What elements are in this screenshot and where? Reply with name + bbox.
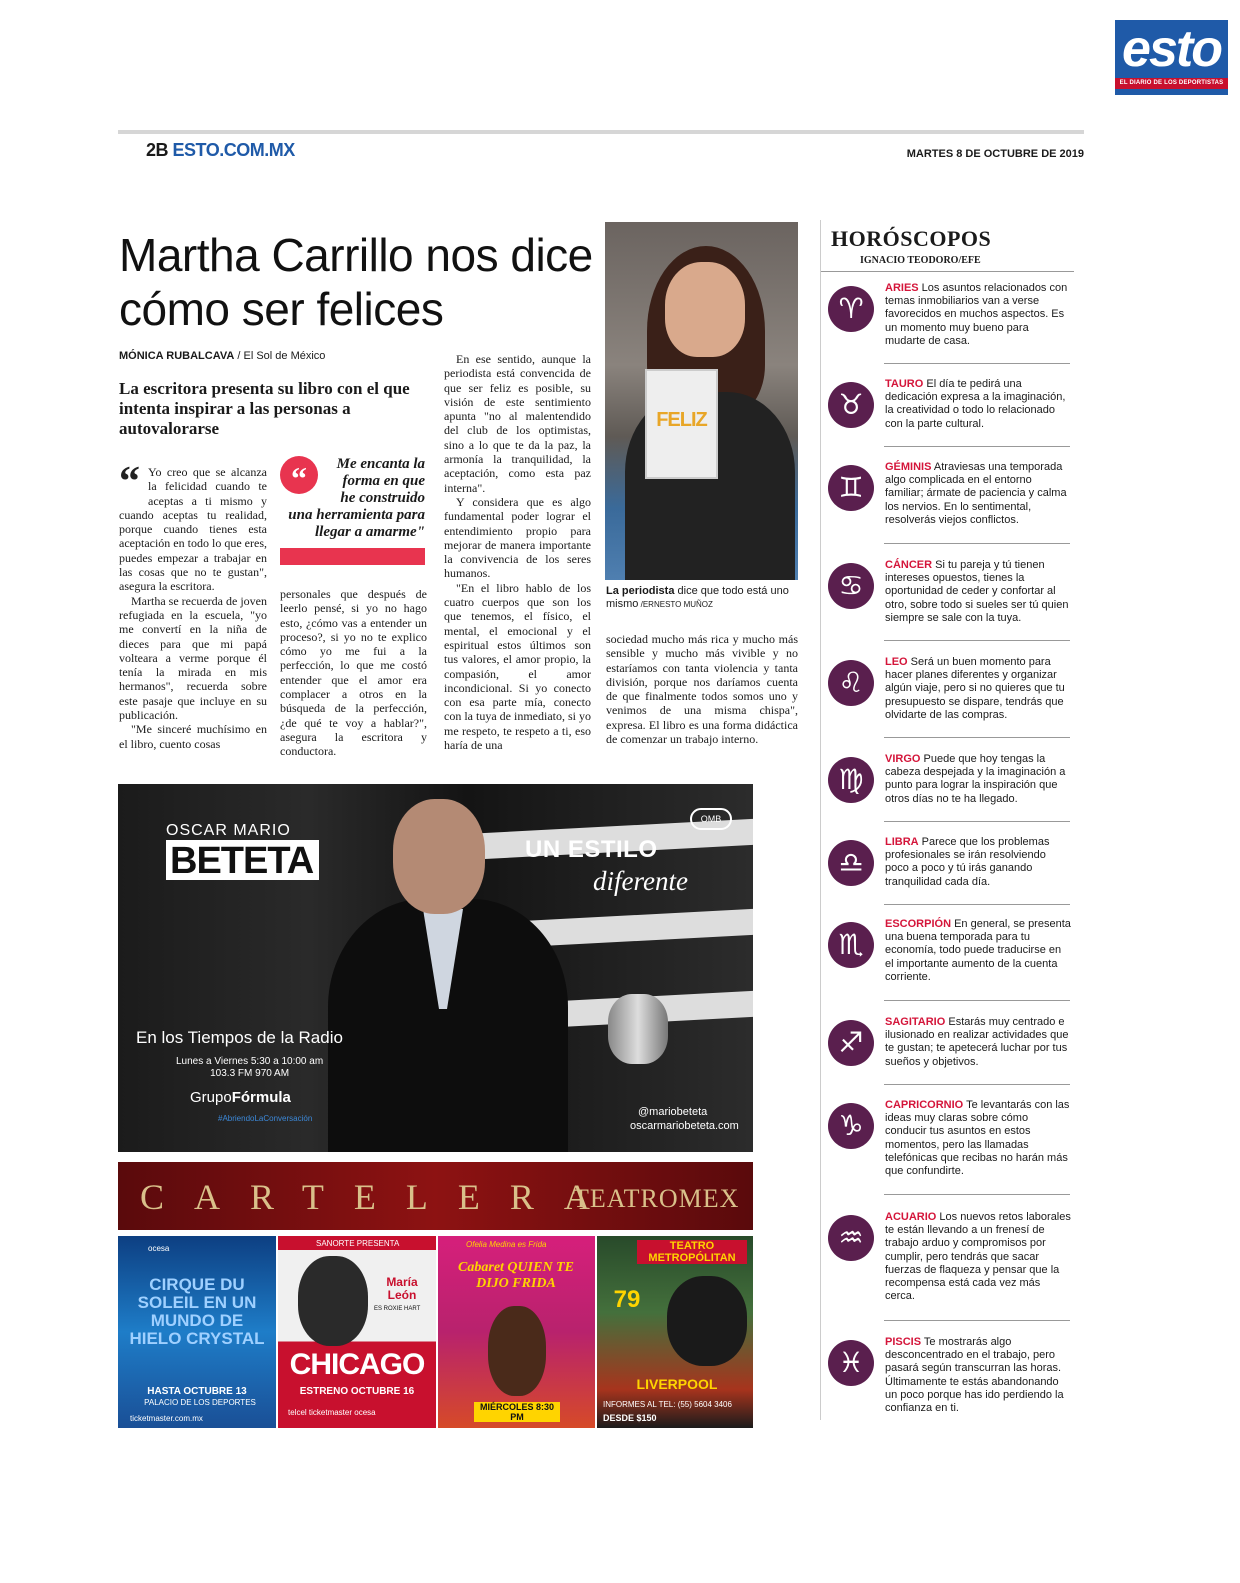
ad-badge: OMB <box>690 808 732 830</box>
brand-logo-tagline: EL DIARIO DE LOS DEPORTISTAS <box>1115 78 1228 89</box>
poster-star-name: María León <box>386 1275 418 1302</box>
sign-piscis <box>828 1336 1078 1426</box>
sign-body: El día te pedirá una dedicación expresa a la imaginación, la creatividad o todo lo relacionado con la parte cultural. <box>885 378 1066 430</box>
capricorn-icon: ♑ <box>828 1103 874 1149</box>
quote-icon: “ <box>280 456 318 494</box>
sign-name: VIRGO <box>885 753 921 765</box>
sign-separator <box>884 543 1070 544</box>
horoscope-author: IGNACIO TEODORO/EFE <box>860 255 981 266</box>
libra-icon: ♎ <box>828 840 874 886</box>
sign-cancer <box>828 559 1078 649</box>
sign-name: LEO <box>885 656 908 668</box>
sign-name: ARIES <box>885 282 919 294</box>
poster-footer[interactable]: telcel ticketmaster ocesa <box>288 1408 376 1417</box>
sign-escorpion <box>828 918 1078 1008</box>
poster-cirque[interactable] <box>118 1236 276 1428</box>
horoscope-title: HORÓSCOPOS <box>831 226 992 251</box>
paragraph: personales que después de leerlo pensé, si yo no hago esto, ¿cómo vas a entender un proceso?, si yo no te explico cómo yo me fui a la perfección, lo que me costó entender que el amor era complacer a otros en la búsqueda de la perfección, ¿de qué te voy a hablar?", asegura la escritora y conductora. <box>280 587 427 759</box>
ad-host-face <box>393 799 485 914</box>
ad-slogan-line2: diferente <box>593 866 688 896</box>
sign-name: SAGITARIO <box>885 1016 946 1028</box>
ad-schedule-frequency: 103.3 FM 970 AM <box>210 1068 290 1079</box>
sign-body: En general, se presenta una buena temporada para tu economía, todo puede traducirse en el importante aumento de la cuenta corriente. <box>885 918 1071 983</box>
sign-text <box>885 559 1072 625</box>
sign-body: Será un buen momento para hacer planes diferentes y organizar algún viaje, pero si no quieres que tu presupuesto se dispare, tendrás que olvidarte de las compras. <box>885 656 1065 721</box>
poster-chicago[interactable] <box>278 1236 436 1428</box>
sign-tauro <box>828 378 1078 468</box>
ad-name-main: BETETA <box>166 840 319 880</box>
sign-separator <box>884 363 1070 364</box>
brand-logo-word: esto <box>1122 20 1221 78</box>
poster-metro[interactable] <box>597 1236 753 1428</box>
aquarius-icon: ♒ <box>828 1215 874 1261</box>
ad-name-top: OSCAR MARIO <box>166 822 291 839</box>
sign-name: LIBRA <box>885 836 919 848</box>
sign-text <box>885 1099 1072 1178</box>
header-rule <box>118 130 1084 134</box>
pisces-icon: ♓ <box>828 1340 874 1386</box>
microphone-icon <box>608 994 668 1064</box>
ad-schedule-days: Lunes a Viernes 5:30 a 10:00 am <box>176 1056 324 1067</box>
poster-date: ESTRENO OCTUBRE 16 <box>299 1386 415 1397</box>
poster-frida-portrait <box>488 1306 546 1396</box>
article-deck: La escritora presenta su libro con el que intenta inspirar a las personas a autovalorarse <box>119 379 410 438</box>
ad-hashtag: #AbriendoLaConversación <box>218 1114 313 1123</box>
sign-separator <box>884 904 1070 905</box>
sign-name: PISCIS <box>885 1336 922 1348</box>
byline: MÓNICA RUBALCAVA / El Sol de México <box>119 350 326 362</box>
ad-show-name: En los Tiempos de la Radio <box>136 1028 343 1047</box>
sign-text <box>885 656 1072 722</box>
photo-book-title: FELIZ <box>656 409 707 431</box>
sign-body: Te levantarás con las ideas muy claras sobre cómo conducir tus asuntos en estos momentos, pero las llamadas telefónicas que recibas no harán más que confundirte. <box>885 1099 1070 1178</box>
article-column-1 <box>119 459 267 751</box>
poster-price: DESDE $150 <box>603 1413 657 1423</box>
cartelera-word: CARTELERA <box>140 1177 620 1217</box>
poster-title: CIRQUE DU SOLEIL EN UN MUNDO DE HIELO CRYSTAL <box>129 1275 265 1348</box>
photo-credit: /ERNESTO MUÑOZ <box>638 600 713 609</box>
article-photo <box>605 222 798 580</box>
radio-ad[interactable] <box>118 784 753 1152</box>
sign-text <box>885 1211 1072 1303</box>
sign-text <box>885 1016 1072 1069</box>
scorpio-icon: ♏ <box>828 922 874 968</box>
article-title: Martha Carrillo nos dice cómo ser felices <box>119 229 593 335</box>
outlet-name: El Sol de México <box>243 350 326 362</box>
sign-separator <box>884 1000 1070 1001</box>
poster-title: Cabaret QUIEN TE DIJO FRIDA <box>458 1260 574 1291</box>
poster-title: LIVERPOOL <box>636 1376 718 1392</box>
pull-quote-bar <box>280 548 425 565</box>
poster-date: HASTA OCTUBRE 13 <box>147 1386 247 1397</box>
sign-separator <box>884 446 1070 447</box>
ad-slogan-line1: UN ESTILO <box>525 836 658 863</box>
sign-geminis <box>828 461 1078 551</box>
photo-face <box>665 262 745 357</box>
ad-network-a: Grupo <box>190 1089 232 1106</box>
poster-frida[interactable] <box>438 1236 595 1428</box>
taurus-icon: ♉ <box>828 382 874 428</box>
gemini-icon: ♊ <box>828 465 874 511</box>
virgo-icon: ♍ <box>828 757 874 803</box>
sign-text <box>885 282 1072 348</box>
sign-name: CAPRICORNIO <box>885 1099 964 1111</box>
sign-body: Parece que los problemas profesionales se irán resolviendo poco a poco y tú irás ganando tranquilidad cada día. <box>885 836 1050 888</box>
paragraph: "Me sinceré muchísimo en el libro, cuento cosas <box>119 722 267 751</box>
sign-body: Los asuntos relacionados con temas inmobiliarios van a verse favorecidos en muchos aspectos. Es un momento muy bueno para mudarte de casa. <box>885 282 1068 347</box>
pull-quote-box <box>280 456 425 541</box>
sign-text <box>885 836 1072 889</box>
cancer-icon: ♋ <box>828 563 874 609</box>
sign-name: ESCORPIÓN <box>885 918 952 930</box>
sign-separator <box>884 821 1070 822</box>
poster-presenter: SANORTE PRESENTA <box>316 1239 400 1248</box>
cartelera-banner <box>118 1162 753 1230</box>
poster-actress-photo <box>298 1256 368 1346</box>
page-number-value: 2B <box>146 140 169 160</box>
ad-schedule <box>176 1056 323 1080</box>
sign-capricornio <box>828 1099 1078 1189</box>
horoscope-rule <box>821 271 1074 272</box>
photo-caption-text: dice que todo está uno mismo <box>606 585 789 610</box>
photo-caption <box>606 585 799 611</box>
paragraph: Yo creo que se alcanza la felicidad cuando te aceptas a ti mismo y cuando aceptas tu realidad, porque cuando tienes esta aceptación en todo lo que eres, puedes empezar a trabajar en las cosas que no te gustan", asegura la escritora. <box>119 465 267 594</box>
poster-star-role: ES ROXIE HART <box>374 1306 421 1312</box>
paragraph: "En el libro hablo de los cuatro cuerpos que son los que tenemos, el físico, el mental, el emocional y el espiritual estos últimos son tus valores, el amor propio, la compasión, el amor incondicional. Si yo conecto con esa parte mía, conecto con la tuya de inmediato, si yo me respeto, te respeto a ti, eso haría de una <box>444 580 591 753</box>
sign-text <box>885 461 1072 527</box>
sign-name: TAURO <box>885 378 924 390</box>
open-quote-icon: “ <box>119 459 140 505</box>
sagittarius-icon: ♐ <box>828 1020 874 1066</box>
paragraph: En ese sentido, aunque la periodista está convencida de que ser feliz es posible, su visión de este sentimiento apunta "no al malentendido del club de los optimistas, sino a lo que te da la paz, la armonía la tranquilidad, la aceptación, como esta paz interna". <box>444 352 591 495</box>
paragraph: Y considera que es algo fundamental poder lograr el entendimiento propio para mejorar de manera importante la convivencia de los seres humanos. <box>444 494 591 581</box>
poster-title: CHICAGO <box>289 1348 425 1381</box>
sign-separator <box>884 1320 1070 1321</box>
photo-book <box>645 369 718 479</box>
sign-body: Si tu pareja y tú tienen intereses opuestos, tienes la oportunidad de ceder y confortar al otro, sobre todo si sueles ser tú quien siempre se sale con la tuya. <box>885 559 1069 624</box>
leo-icon: ♌ <box>828 660 874 706</box>
ad-website[interactable]: oscarmariobeteta.com <box>630 1120 739 1132</box>
poster-presenter: Ofelia Medina es Frida <box>466 1240 547 1249</box>
sign-separator <box>884 737 1070 738</box>
sign-libra <box>828 836 1078 926</box>
sign-virgo <box>828 753 1078 843</box>
poster-venue: TEATRO METROPÓLITAN <box>637 1240 747 1264</box>
sign-body: Los nuevos retos laborales te están llevando a un frenesí de trabajo arduo y compromisos por cumplir, pero tendrás que sacar fuerzas de flaqueza y pensar que la recompensa está cada vez más cerca. <box>885 1211 1071 1303</box>
sign-name: CÁNCER <box>885 559 933 571</box>
sign-sagitario <box>828 1016 1078 1106</box>
sign-text <box>885 918 1072 984</box>
sign-acuario <box>828 1211 1078 1321</box>
teatromex-logo: TEATROMEX <box>573 1184 740 1213</box>
sign-body: Puede que hoy tengas la cabeza despejada y la imaginación a punto para lograr la inspiración que otros días no te ha llegado. <box>885 753 1066 805</box>
sign-text <box>885 1336 1072 1415</box>
paragraph: Martha se recuerda de joven refugiada en la escuela, "yo me convertí en la niña de dieces para que mi papá volteara a verme porque él tenía la mirada en mis hermanos", recuerda sobre este pasaje que incluye en su publicación. <box>119 593 267 723</box>
article-column-3 <box>444 352 591 752</box>
poster-footer: INFORMES AL TEL: (55) 5604 3406 <box>603 1400 732 1409</box>
sign-body: Te mostrarás algo desconcentrado en el trabajo, pero pasará según transcurran las horas. Últimamente te estás abandonando un poco porque has ido perdiendo la confianza en ti. <box>885 1336 1064 1415</box>
sign-name: ACUARIO <box>885 1211 937 1223</box>
poster-presenter: ocesa <box>148 1244 170 1253</box>
paragraph: sociedad mucho más rica y mucho más sensible y mucho más vivible y no estaríamos con tanta violencia y tanta división, porque nos daríamos cuenta de que finalmente todos somos uno y venimos de una misma chispa", expresa. El libro es una forma didáctica de comenzar un trabajo interno. <box>606 632 798 747</box>
poster-date: MIÉRCOLES 8:30 PM <box>474 1402 560 1422</box>
sign-separator <box>884 1194 1070 1195</box>
article-column-2 <box>280 587 427 759</box>
poster-number: 79 <box>613 1286 641 1313</box>
sign-name: GÉMINIS <box>885 461 932 473</box>
horoscope-divider <box>820 220 821 1420</box>
sign-aries <box>828 282 1078 372</box>
ad-twitter-handle[interactable]: @mariobeteta <box>638 1106 708 1118</box>
aries-icon: ♈ <box>828 286 874 332</box>
brand-logo <box>1115 20 1228 95</box>
poster-venue: PALACIO DE LOS DEPORTES <box>144 1398 256 1407</box>
page-number <box>146 140 295 161</box>
sign-leo <box>828 656 1078 746</box>
sign-body: Atraviesas una temporada algo complicada en el entorno familiar; ármate de paciencia y calma los nervios. En lo sentimental, resolverás viejos conflictos. <box>885 461 1067 526</box>
sign-text <box>885 378 1072 431</box>
page-date: MARTES 8 DE OCTUBRE DE 2019 <box>906 148 1084 160</box>
site-link[interactable]: ESTO.COM.MX <box>172 140 295 160</box>
sign-separator <box>884 1084 1070 1085</box>
sign-text <box>885 753 1072 806</box>
pull-quote: Me encanta la forma en que he construido una herramienta para llegar a amarme" <box>288 456 425 540</box>
sign-body: Estarás muy centrado e ilusionado en realizar actividades que te gustan; te apetecerá luchar por tus sueños y objetivos. <box>885 1016 1069 1068</box>
author-name: MÓNICA RUBALCAVA <box>119 350 235 362</box>
ad-network-logo <box>190 1089 291 1106</box>
photo-caption-lead: La periodista <box>606 585 675 597</box>
poster-artist-photo <box>667 1276 747 1366</box>
sign-separator <box>884 640 1070 641</box>
article-column-4 <box>606 632 798 746</box>
poster-footer[interactable]: ticketmaster.com.mx <box>130 1414 203 1423</box>
ad-network-b: Fórmula <box>231 1089 291 1106</box>
